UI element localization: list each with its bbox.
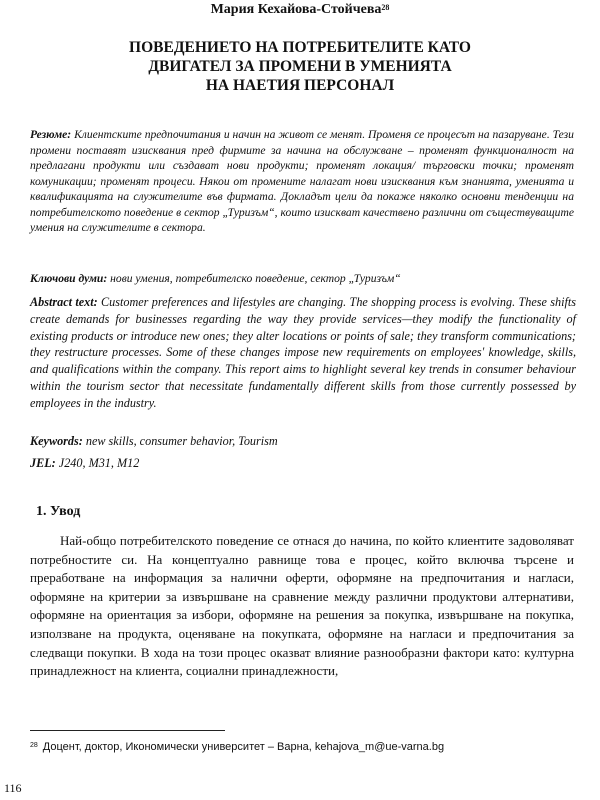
abstract-bulgarian (30, 127, 574, 236)
jel-text: J240, M31, M12 (58, 456, 140, 470)
section-heading: 1. Увод (36, 504, 81, 519)
title-line-1: ПОВЕДЕНИЕТО НА ПОТРЕБИТЕЛИТЕ КАТО (129, 39, 471, 56)
footnote-divider (30, 730, 225, 731)
keywords-english-text: new skills, consumer behavior, Tourism (85, 434, 278, 448)
keywords-english (30, 433, 576, 449)
abstract-english-label: Abstract text: (30, 295, 98, 309)
jel-label: JEL: (30, 456, 56, 470)
abstract-bulgarian-label: Резюме: (30, 128, 72, 141)
keywords-english-label: Keywords: (30, 434, 83, 448)
title-line-2: ДВИГАТЕЛ ЗА ПРОМЕНИ В УМЕНИЯТА (148, 58, 452, 75)
title-line-3: НА НАЕТИЯ ПЕРСОНАЛ (205, 77, 395, 94)
keywords-bulgarian-text: нови умения, потребителско поведение, сектор „Туризъм“ (110, 272, 401, 285)
author-footnote-mark[interactable]: 28 (381, 3, 390, 12)
footnote-text: Доцент, доктор, Икономически университет – Варна, kehajova_m@ue-varna.bg (42, 741, 445, 753)
abstract-english-text: Customer preferences and lifestyles are changing. The shopping process is evolving. These shifts create demands for businesses regarding the way they provide services—they modify the functionality of existing products or introduce new ones; they alter locations or points of sale; they transform communications; they restructure processes. Some of these changes impose new requirements on employees' knowledge, skills, and qualifications within the company. This report aims to highlight several key trends in consumer behaviour within the tourism sector that necessitate fundamentally different skills from those currently possessed by employees in the industry. (30, 295, 576, 410)
keywords-bulgarian (30, 271, 574, 286)
jel-codes (30, 455, 576, 471)
page-number: 116 (4, 781, 22, 795)
paper-title (40, 38, 560, 95)
abstract-bulgarian-text: Клиентските предпочитания и начин на живот се менят. Променя се процесът на пазаруване. Тези промени поставят изисквания пред фирмите за начина на обслужване – променят функционалност на предлагани продукти или създават нови продукти; променят локация/ търговски точки; променят комуникации; променят процеси. Някои от промените налагат нови изисквания към знанията, уменията и квалификацията на служителите във фирмата. Докладът цели да покаже няколко основни тенденции на потребителското поведение в сектор „Туризъм“, които изискват качествено различни от съществуващите умения на служителите в сектора. (30, 128, 574, 234)
footnote (30, 740, 574, 754)
body-paragraph: Най-общо потребителското поведение се отнася до начина, по който клиентите задоволяват потребностите си. На концептуално равнище това е процес, който включва търсене и преработване на информация за налични оферти, оформяне на предпочитания и нагласи, оформяне на критерии за извършване на сравнение между различни продуктови алтернативи, оформяне на ориентация за избори, оформяне на решения за покупка, извършване на покупка, използване на продукта, оценяване на покупката, оформяне на нагласи и предпочитания за следващи покупки. В хода на този процес оказват влияние разнообразни фактори като: културна принадлежност на клиента, социални принадлежности, (30, 533, 574, 679)
author-line (0, 2, 600, 18)
keywords-bulgarian-label: Ключови думи: (30, 272, 108, 285)
footnote-mark: 28 (30, 742, 38, 749)
abstract-english (30, 294, 576, 412)
author-name: Мария Кехайова-Стойчева (210, 2, 382, 17)
